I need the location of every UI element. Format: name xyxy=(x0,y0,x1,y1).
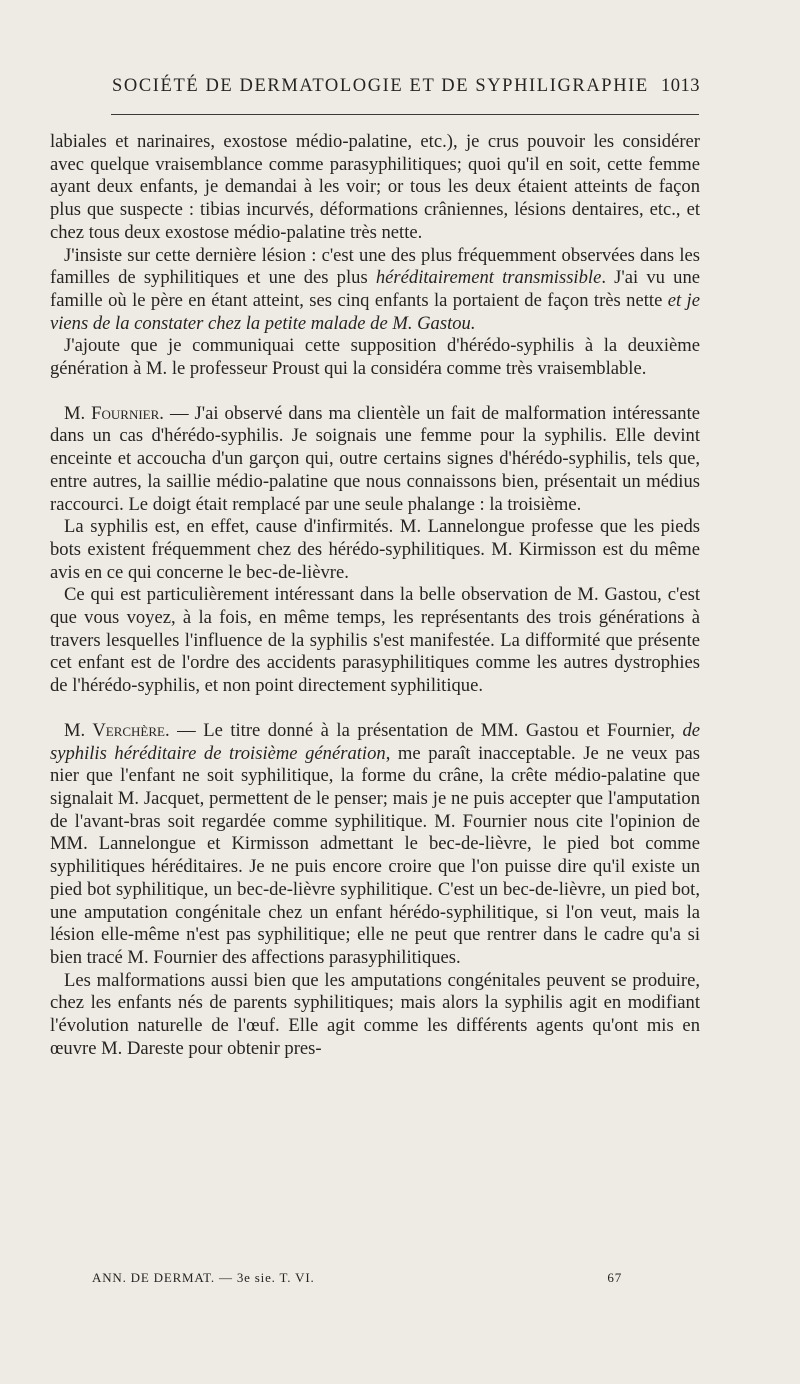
paragraph-8: Les malformations aussi bien que les amputations congénitales peuvent se produire, chez les enfants nés de parents syphilitiques; mais alors la syphilis agit en modifiant l'évolution naturelle de l'œuf. Elle agit comme les différents agents qu'ont mis en œuvre M. Dareste pour obtenir pres- xyxy=(50,969,700,1059)
speaker-name: M. Fournier. xyxy=(64,402,164,424)
emphasis-text: et je viens de la constater chez la petite malade de M. Gastou. xyxy=(50,289,700,334)
paragraph-verchere: M. Verchère. — Le titre donné à la présentation de MM. Gastou et Fournier, de syphilis héréditaire de troisième génération, me paraît inacceptable. Je ne veux pas nier que l'enfant ne soit syphilitique, la forme du crâne, la crête médio-palatine que signalait M. Jacquet, permettent de le penser; mais je ne puis accepter que l'amputation de l'avant-bras soit regardée comme syphilitique. M. Fournier nous cite l'opinion de MM. Lannelongue et Kirmisson admettant le bec-de-lièvre, le pied bot comme syphilitiques héréditaires. Je ne puis encore croire que l'on puisse dire qu'il existe un pied bot syphilitique, un bec-de-lièvre syphilitique. C'est un bec-de-lièvre, un pied bot, une amputation congénitale chez un enfant hérédo-syphilitique, si l'on veut, mais la lésion elle-même n'est pas syphilitique; elle ne peut que rentrer dans le cadre qu'a si bien tracé M. Fournier des affections parasyphilitiques. xyxy=(50,719,700,968)
paragraph-1: labiales et narinaires, exostose médio-palatine, etc.), je crus pouvoir les considérer avec quelque vraisemblance comme parasyphilitiques; quoi qu'il en soit, cette femme ayant deux enfants, je demandai à les voir; or tous les deux étaient atteints de façon plus que suspecte : tibias incurvés, déformations crâniennes, lésions dentaires, etc., et chez tous deux exostose médio-palatine très nette. xyxy=(50,131,700,243)
paragraph-5: La syphilis est, en effet, cause d'infirmités. M. Lannelongue professe que les pieds bots existent fréquemment chez des hérédo-syphilitiques. M. Kirmisson est du même avis en ce qui concerne le bec-de-lièvre. xyxy=(50,516,700,583)
speaker-name: M. Verchère. xyxy=(64,719,170,741)
footer-signature-number: 67 xyxy=(607,1270,622,1285)
paragraph-6: Ce qui est particulièrement intéressant dans la belle observation de M. Gastou, c'est que vous voyez, à la fois, en même temps, les représentants des trois générations à travers lesquelles l'influence de la syphilis s'est manifestée. La difformité que présente cet enfant est de l'ordre des accidents parasyphilitiques comme les autres dystrophies de l'hérédo-syphilis, et non point directement syphilitique. xyxy=(50,584,700,697)
emphasis-text: héréditairement transmissible xyxy=(375,267,602,289)
body-text xyxy=(50,131,700,1060)
header-rule xyxy=(111,114,699,115)
paragraph-3: J'ajoute que je communiquai cette supposition d'hérédo-syphilis à la deuxième génération à M. le professeur Proust qui la considéra comme très vraisemblable. xyxy=(50,335,700,380)
paragraph-fournier: M. Fournier. — J'ai observé dans ma clientèle un fait de malformation intéressante dans un cas d'hérédo-syphilis. Je soignais une femme pour la syphilis. Elle devint enceinte et accoucha d'un garçon qui, outre certains signes d'hérédo-syphilis, tels que, entre autres, la saillie médio-palatine que nous connaissons bien, présentait un médius raccourci. Le doigt était remplacé par une seule phalange : la troisième. xyxy=(50,402,700,515)
header-title: SOCIÉTÉ DE DERMATOLOGIE ET DE SYPHILIGRAPHIE xyxy=(112,76,649,96)
footer-citation: ANN. DE DERMAT. — 3e sie. T. VI. xyxy=(92,1270,315,1285)
paragraph-2: J'insiste sur cette dernière lésion : c'est une des plus fréquemment observées dans les familles de syphilitiques et une des plus héréditairement transmissible. J'ai vu une famille où le père en étant atteint, ses cinq enfants la portaient de façon très nette et je viens de la constater chez la petite malade de M. Gastou. xyxy=(50,244,700,334)
page-number: 1013 xyxy=(661,76,700,96)
emphasis-text: de syphilis héréditaire de troisième génération xyxy=(50,719,700,764)
